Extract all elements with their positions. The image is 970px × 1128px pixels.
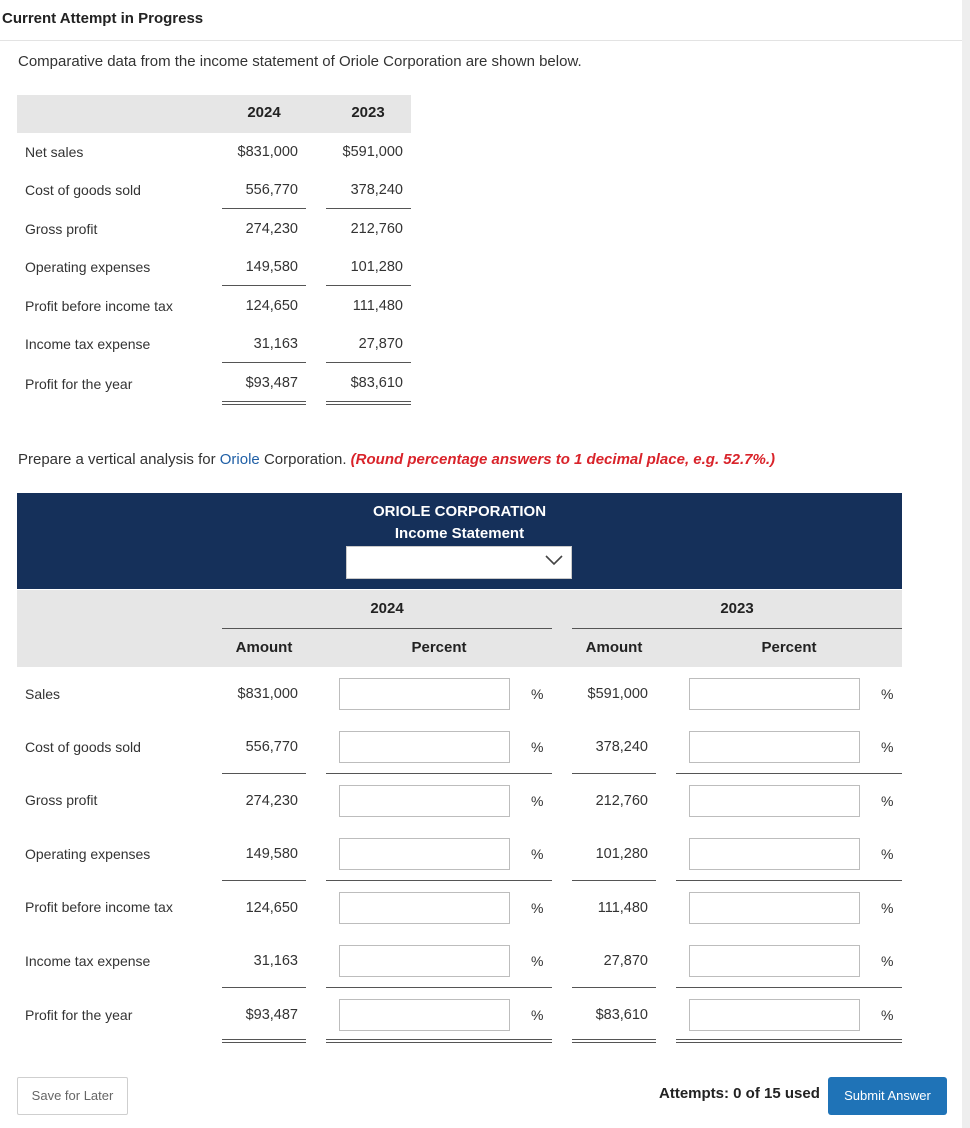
percent-2023-input[interactable]: [689, 731, 860, 763]
scrollbar-track[interactable]: [962, 0, 970, 1128]
subtotal-line: [326, 285, 411, 286]
comparative-value-2024: 31,163: [253, 336, 298, 352]
analysis-row-label: Operating expenses: [25, 846, 151, 862]
company-highlight: Oriole: [219, 451, 260, 468]
year-divider: [572, 628, 902, 629]
percent-2023-heading: Percent: [761, 639, 817, 656]
percent-2024-input[interactable]: [339, 731, 510, 763]
percent-sign: %: [531, 793, 544, 809]
percent-2024-input[interactable]: [339, 945, 510, 977]
save-for-later-button[interactable]: Save for Later: [17, 1077, 128, 1115]
amount-2023: 101,280: [595, 846, 648, 862]
percent-sign: %: [881, 793, 894, 809]
comparative-value-2023: 378,240: [350, 182, 403, 198]
instructions: [18, 451, 775, 468]
percent-2023-input[interactable]: [689, 999, 860, 1031]
amount-2024: 556,770: [245, 739, 298, 755]
comparative-row-label: Cost of goods sold: [25, 182, 141, 198]
percent-2023-input[interactable]: [689, 945, 860, 977]
total-double-line: [326, 401, 411, 405]
percent-sign: %: [881, 686, 894, 702]
subtotal-line: [572, 880, 656, 881]
comparative-value-2024: $831,000: [237, 144, 298, 160]
percent-2024-input[interactable]: [339, 785, 510, 817]
analysis-row-label: Cost of goods sold: [25, 739, 141, 755]
percent-2024-input[interactable]: [339, 892, 510, 924]
comparative-year-2024: 2024: [247, 104, 281, 121]
subtotal-line: [222, 208, 306, 209]
comparative-value-2024: 124,650: [245, 298, 298, 314]
amount-2023: $591,000: [587, 686, 648, 702]
comparative-value-2024: 556,770: [245, 182, 298, 198]
comparative-row-label: Operating expenses: [25, 259, 151, 275]
percent-sign: %: [531, 686, 544, 702]
subtotal-line: [676, 773, 902, 774]
subtotal-line: [222, 285, 306, 286]
percent-sign: %: [531, 900, 544, 916]
year-2024-heading: 2024: [370, 600, 404, 617]
amount-2024-heading: Amount: [235, 639, 293, 656]
comparative-row-label: Income tax expense: [25, 336, 151, 352]
amount-2023: 27,870: [603, 953, 648, 969]
period-select[interactable]: [346, 546, 572, 579]
percent-sign: %: [531, 1007, 544, 1023]
analysis-row-label: Profit before income tax: [25, 899, 173, 915]
total-double-line: [676, 1039, 902, 1043]
percent-2024-input[interactable]: [339, 838, 510, 870]
subtotal-line: [326, 208, 411, 209]
comparative-value-2023: 27,870: [358, 336, 403, 352]
percent-sign: %: [881, 739, 894, 755]
page-title: Current Attempt in Progress: [2, 10, 204, 27]
subtotal-line: [326, 880, 552, 881]
percent-sign: %: [531, 846, 544, 862]
percent-2023-input[interactable]: [689, 892, 860, 924]
comparative-row-label: Profit before income tax: [25, 298, 173, 314]
subtotal-line: [222, 362, 306, 363]
subtotal-line: [676, 880, 902, 881]
percent-sign: %: [881, 953, 894, 969]
analysis-row-label: Income tax expense: [25, 953, 151, 969]
percent-2023-input[interactable]: [689, 678, 860, 710]
percent-2024-input[interactable]: [339, 999, 510, 1031]
amount-2023: 212,760: [595, 793, 648, 809]
amount-2024: 31,163: [253, 953, 298, 969]
comparative-value-2024: $93,487: [245, 375, 298, 391]
amount-2024: 274,230: [245, 793, 298, 809]
percent-sign: %: [531, 739, 544, 755]
rounding-note: (Round percentage answers to 1 decimal place, e.g. 52.7%.): [350, 451, 775, 468]
comparative-row-label: Gross profit: [25, 221, 98, 237]
question-intro: Comparative data from the income statement of Oriole Corporation are shown below.: [18, 53, 582, 70]
amount-2023: 378,240: [595, 739, 648, 755]
subtotal-line: [222, 987, 306, 988]
analysis-row-label: Gross profit: [25, 792, 98, 808]
total-double-line: [326, 1039, 552, 1043]
subtotal-line: [572, 987, 656, 988]
amount-2024: 124,650: [245, 900, 298, 916]
comparative-value-2023: 101,280: [350, 259, 403, 275]
instructions-middle: Corporation.: [259, 451, 351, 468]
amount-2023: $83,610: [595, 1007, 648, 1023]
instructions-prefix: Prepare a vertical analysis for: [18, 451, 220, 468]
subtotal-line: [572, 773, 656, 774]
percent-2024-heading: Percent: [411, 639, 467, 656]
statement-name: Income Statement: [394, 525, 525, 542]
total-double-line: [222, 1039, 306, 1043]
analysis-row-label: Profit for the year: [25, 1007, 133, 1023]
total-double-line: [222, 401, 306, 405]
submit-answer-button[interactable]: Submit Answer: [828, 1077, 947, 1115]
subtotal-line: [222, 773, 306, 774]
subtotal-line: [222, 880, 306, 881]
amount-2024: $831,000: [237, 686, 298, 702]
comparative-value-2023: $83,610: [350, 375, 403, 391]
subtotal-line: [326, 773, 552, 774]
year-divider: [222, 628, 552, 629]
comparative-value-2023: 212,760: [350, 221, 403, 237]
amount-2023-heading: Amount: [585, 639, 643, 656]
analysis-row-label: Sales: [25, 686, 61, 702]
subtotal-line: [326, 362, 411, 363]
subtotal-line: [676, 987, 902, 988]
company-name: ORIOLE CORPORATION: [372, 503, 547, 520]
percent-2024-input[interactable]: [339, 678, 510, 710]
amount-2024: 149,580: [245, 846, 298, 862]
header-divider: [0, 40, 962, 41]
subtotal-line: [326, 987, 552, 988]
comparative-value-2023: 111,480: [352, 298, 403, 314]
year-2023-heading: 2023: [720, 600, 754, 617]
percent-2023-input[interactable]: [689, 785, 860, 817]
amount-2024: $93,487: [245, 1007, 298, 1023]
comparative-row-label: Net sales: [25, 144, 84, 160]
comparative-value-2024: 149,580: [245, 259, 298, 275]
comparative-row-label: Profit for the year: [25, 376, 133, 392]
comparative-value-2023: $591,000: [342, 144, 403, 160]
attempts-counter: Attempts: 0 of 15 used: [659, 1085, 820, 1102]
comparative-year-2023: 2023: [351, 104, 385, 121]
chevron-down-icon: [545, 553, 563, 567]
percent-2023-input[interactable]: [689, 838, 860, 870]
percent-sign: %: [881, 900, 894, 916]
percent-sign: %: [881, 846, 894, 862]
amount-2023: 111,480: [597, 900, 648, 916]
percent-sign: %: [881, 1007, 894, 1023]
percent-sign: %: [531, 953, 544, 969]
comparative-value-2024: 274,230: [245, 221, 298, 237]
total-double-line: [572, 1039, 656, 1043]
